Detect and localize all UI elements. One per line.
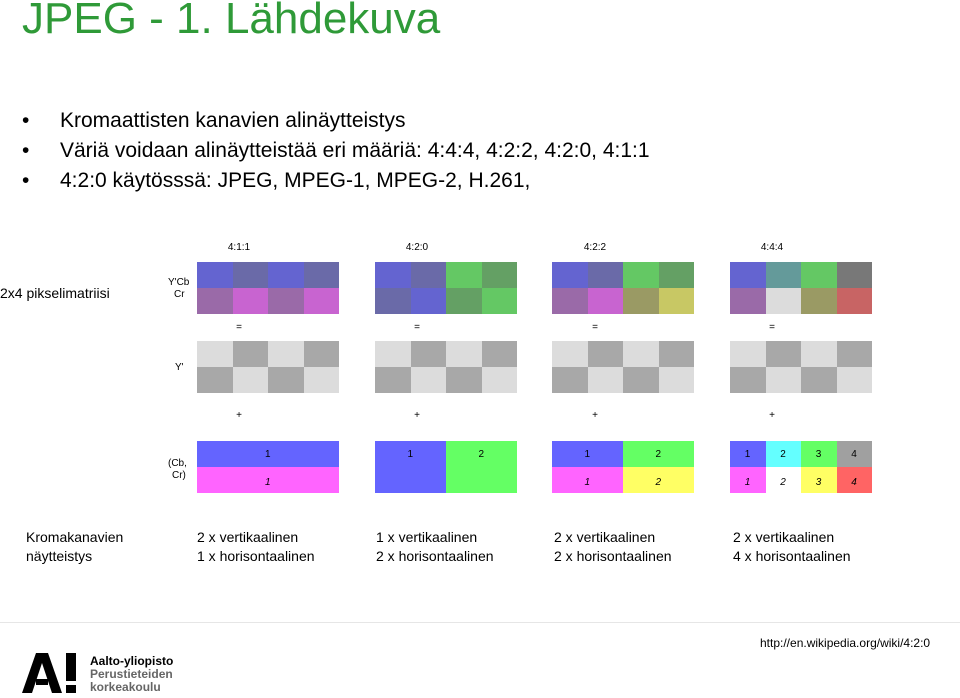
ycbcr-pixel <box>623 262 659 288</box>
y-label: Y' <box>175 362 184 373</box>
luma-pixel <box>411 367 447 393</box>
scheme-desc-line: 2 x vertikaalinen <box>554 529 656 545</box>
chroma-sample-number: 2 <box>780 477 786 488</box>
plus-sign: + <box>769 410 775 421</box>
sampling-label <box>26 528 123 566</box>
sampling-label-line: näytteistys <box>26 548 93 564</box>
ycbcr-pixel <box>730 288 766 314</box>
aalto-logo-icon <box>22 653 82 693</box>
scheme-desc-line: 1 x vertikaalinen <box>376 529 478 545</box>
luma-pixel <box>197 341 233 367</box>
ycbcr-pixel <box>446 288 482 314</box>
luma-pixel <box>233 341 269 367</box>
luma-pixel <box>411 341 447 367</box>
logo-line: korkeakoulu <box>90 680 161 694</box>
scheme-desc <box>376 528 494 566</box>
chroma-sample-number: 1 <box>584 449 591 460</box>
cbcr-label <box>168 458 187 482</box>
ycbcr-pixel <box>197 288 233 314</box>
ycbcr-pixel <box>552 288 588 314</box>
source-link[interactable]: http://en.wikipedia.org/wiki/4:2:0 <box>760 636 931 650</box>
luma-pixel <box>588 367 624 393</box>
scheme-desc-line: 1 x horisontaalinen <box>197 548 315 564</box>
ycbcr-pixel <box>411 262 447 288</box>
plus-sign: + <box>236 410 242 421</box>
equals-sign: = <box>414 322 420 333</box>
luma-pixel <box>375 341 411 367</box>
ycbcr-label-line: Cr <box>174 289 185 300</box>
luma-pixel <box>482 341 518 367</box>
logo-text <box>90 655 173 694</box>
equals-sign: = <box>769 322 775 333</box>
ycbcr-pixel <box>268 262 304 288</box>
ycbcr-pixel <box>659 288 695 314</box>
ycbcr-pixel <box>730 262 766 288</box>
ycbcr-pixel <box>446 262 482 288</box>
scheme-header: 4:1:1 <box>227 242 251 253</box>
luma-pixel <box>588 341 624 367</box>
luma-pixel <box>304 367 340 393</box>
luma-pixel <box>730 367 766 393</box>
ycbcr-pixel <box>801 288 837 314</box>
ycbcr-pixel <box>588 288 624 314</box>
chroma-sample-number: 3 <box>815 449 822 460</box>
chroma-sample-number: 2 <box>478 449 485 460</box>
luma-pixel <box>375 367 411 393</box>
chroma-sample-number: 2 <box>655 477 662 488</box>
chroma-sample-number: 1 <box>744 449 751 460</box>
ycbcr-pixel <box>268 288 304 314</box>
chroma-sample-number: 2 <box>780 449 786 460</box>
chroma-sample-number: 1 <box>744 477 751 488</box>
ycbcr-pixel <box>304 262 340 288</box>
ycbcr-pixel <box>801 262 837 288</box>
ycbcr-pixel <box>766 288 802 314</box>
luma-pixel <box>446 341 482 367</box>
ycbcr-pixel <box>411 288 447 314</box>
ycbcr-pixel <box>623 288 659 314</box>
luma-pixel <box>446 367 482 393</box>
chroma-sample-number: 3 <box>815 477 822 488</box>
scheme-desc <box>733 528 851 566</box>
logo-line: Perustieteiden <box>90 667 173 681</box>
chroma-sample-number: 1 <box>407 449 414 460</box>
ycbcr-pixel <box>304 288 340 314</box>
ycbcr-pixel <box>482 288 518 314</box>
scheme-desc-line: 2 x vertikaalinen <box>733 529 835 545</box>
scheme-desc-line: 4 x horisontaalinen <box>733 548 851 564</box>
chroma-sample-number: 4 <box>851 477 857 488</box>
cbcr-label-line: Cr) <box>172 470 186 481</box>
logo-line: Aalto-yliopisto <box>90 654 174 668</box>
sampling-label-line: Kromakanavien <box>26 529 124 545</box>
ycbcr-pixel <box>482 262 518 288</box>
scheme-header: 4:2:0 <box>405 242 429 253</box>
ycbcr-label <box>168 277 189 301</box>
luma-pixel <box>766 367 802 393</box>
chroma-sample-number: 1 <box>265 449 271 460</box>
plus-sign: + <box>592 410 598 421</box>
luma-pixel <box>659 341 695 367</box>
chroma-sample-number: 1 <box>265 477 271 488</box>
luma-pixel <box>552 341 588 367</box>
ycbcr-pixel <box>197 262 233 288</box>
luma-pixel <box>304 341 340 367</box>
luma-pixel <box>233 367 269 393</box>
luma-pixel <box>268 341 304 367</box>
ycbcr-pixel <box>552 262 588 288</box>
scheme-header: 4:4:4 <box>760 242 784 253</box>
footer-divider <box>0 622 960 623</box>
luma-pixel <box>552 367 588 393</box>
luma-pixel <box>623 367 659 393</box>
luma-pixel <box>482 367 518 393</box>
scheme-desc-line: 2 x horisontaalinen <box>376 548 494 564</box>
luma-pixel <box>730 341 766 367</box>
ycbcr-pixel <box>375 288 411 314</box>
scheme-desc <box>554 528 672 566</box>
cbcr-label-line: (Cb, <box>168 458 187 469</box>
chroma-sample-number: 4 <box>851 449 857 460</box>
luma-pixel <box>197 367 233 393</box>
bullet-item: • Kromaattisten kanavien alinäytteistys <box>22 106 650 136</box>
ycbcr-pixel <box>375 262 411 288</box>
equals-sign: = <box>592 322 598 333</box>
scheme-header: 4:2:2 <box>583 242 607 253</box>
equals-sign: = <box>236 322 242 333</box>
luma-pixel <box>837 341 873 367</box>
ycbcr-pixel <box>588 262 624 288</box>
slide-title: JPEG - 1. Lähdekuva <box>22 0 441 43</box>
luma-pixel <box>268 367 304 393</box>
bullet-item: • Väriä voidaan alinäytteistää eri määriä: 4:4:4, 4:2:2, 4:2:0, 4:1:1 <box>22 136 650 166</box>
bullet-item: • 4:2:0 käytösssä: JPEG, MPEG-1, MPEG-2, H.261, <box>22 166 650 196</box>
chroma-sample-number: 1 <box>584 477 591 488</box>
ycbcr-pixel <box>837 288 873 314</box>
scheme-desc-line: 2 x horisontaalinen <box>554 548 672 564</box>
ycbcr-label-line: Y'Cb <box>168 277 190 288</box>
ycbcr-pixel <box>659 262 695 288</box>
chroma-sample-number: 2 <box>655 449 662 460</box>
luma-pixel <box>837 367 873 393</box>
ycbcr-pixel <box>233 288 269 314</box>
luma-pixel <box>623 341 659 367</box>
luma-pixel <box>659 367 695 393</box>
luma-pixel <box>801 341 837 367</box>
plus-sign: + <box>414 410 420 421</box>
ycbcr-pixel <box>766 262 802 288</box>
luma-pixel <box>766 341 802 367</box>
scheme-desc-line: 2 x vertikaalinen <box>197 529 299 545</box>
row-label: 2x4 pikselimatriisi <box>0 285 110 301</box>
scheme-desc <box>197 528 315 566</box>
luma-pixel <box>801 367 837 393</box>
ycbcr-pixel <box>233 262 269 288</box>
ycbcr-pixel <box>837 262 873 288</box>
bullet-list <box>22 106 650 196</box>
